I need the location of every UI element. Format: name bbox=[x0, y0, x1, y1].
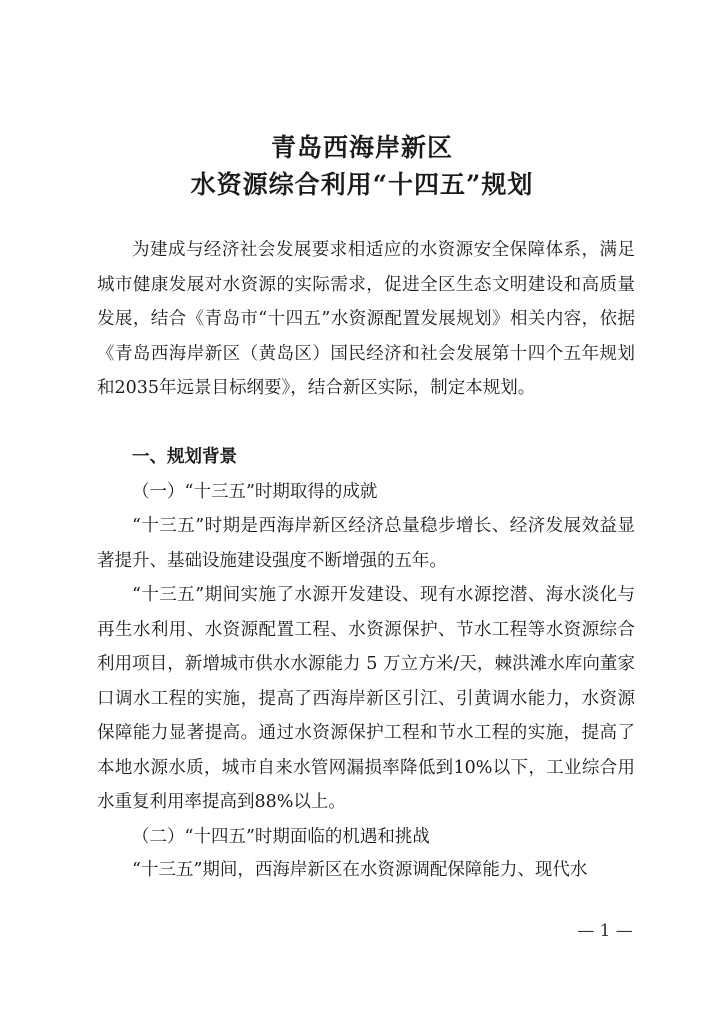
intro-paragraph: 为建成与经济社会发展要求相适应的水资源安全保障体系，满足城市健康发展对水资源的实际需求，促进全区生态文明建设和高质量发展，结合《青岛市“十四五”水资源配置发展规划》相关内容，依据《青岛西海岸新区（黄岛区）国民经济和社会发展第十四个五年规划和2035年远景目标纲要》，结合新区实际，制定本规划。 bbox=[97, 240, 635, 398]
achievements-paragraph-2: “十三五”期间实施了水源开发建设、现有水源挖潜、海水淡化与再生水利用、水资源配置工程、水资源保护、节水工程等水资源综合利用项目，新增城市供水水源能力 5 万立方米/天，棘洪滩水库向董家口调水工程的实施，提高了西海岸新区引江、引黄调水能力，水资源保障能力显著提高。通过水资源保护工程和节水工程的实施，提高了本地水源水质，城市自来水管网漏损率降低到10%以下，工业综合用水重复利用率提高到88%以上。 bbox=[97, 585, 635, 812]
opportunities-paragraph: “十三五”期间，西海岸新区在水资源调配保障能力、现代水 bbox=[132, 860, 588, 880]
page-number: — 1 — bbox=[577, 921, 633, 941]
section-heading-background: 一、规划背景 bbox=[132, 447, 237, 467]
subsection-heading-achievements: （一）“十三五”时期取得的成就 bbox=[132, 482, 378, 502]
document-title-line2: 水资源综合利用“十四五”规划 bbox=[190, 170, 534, 199]
subsection-heading-opportunities: （二）“十四五”时期面临的机遇和挑战 bbox=[132, 827, 430, 847]
achievements-paragraph-1: “十三五”时期是西海岸新区经济总量稳步增长、经济发展效益显著提升、基础设施建设强度不断增强的五年。 bbox=[97, 516, 635, 571]
document-title-line1: 青岛西海岸新区 bbox=[270, 133, 453, 162]
